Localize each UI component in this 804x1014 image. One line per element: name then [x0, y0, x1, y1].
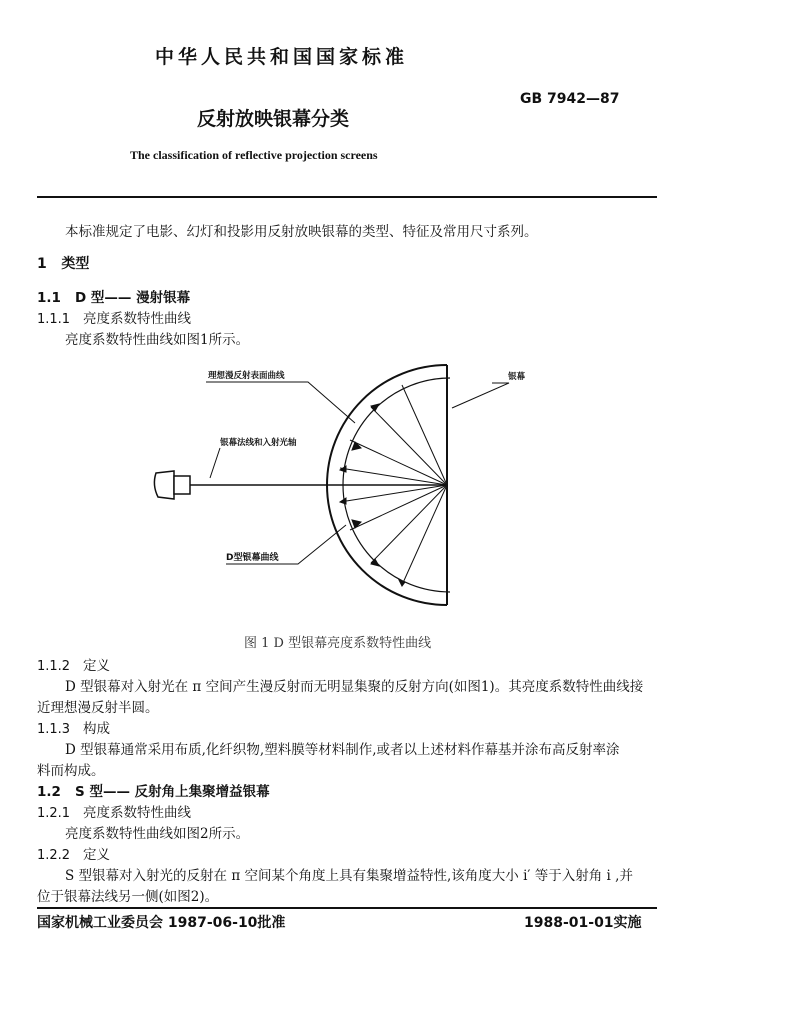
- section-1-1-heading: [37, 286, 190, 306]
- section-1-1-1-heading: [37, 307, 191, 327]
- section-title: 定义: [82, 658, 110, 674]
- section-1-2-1-heading: [37, 801, 191, 821]
- section-1-1-1-text: 亮度系数特性曲线如图1所示。: [65, 332, 250, 348]
- section-number: 1: [37, 256, 47, 272]
- section-1-1-3-line2: 料而构成。: [37, 763, 105, 779]
- section-1-2-2-line1: S 型银幕对入射光的反射在 π 空间某个角度上具有集聚增益特性,该角度大小 i′ 等于入射角 i ,并: [65, 868, 633, 884]
- section-title: D 型—— 漫射银幕: [75, 290, 191, 306]
- standard-org: 中华人民共和国国家标准: [155, 46, 409, 68]
- section-number: 1.2.2: [37, 848, 71, 863]
- section-1-2-1-text: 亮度系数特性曲线如图2所示。: [65, 826, 250, 842]
- section-title: 亮度系数特性曲线: [82, 311, 191, 327]
- section-number: 1.1: [37, 290, 61, 306]
- section-number: 1.1.3: [37, 722, 71, 737]
- section-title: 定义: [82, 847, 110, 863]
- section-1-1-3-heading: [37, 717, 110, 737]
- gb-number: GB 7942—87: [520, 91, 620, 107]
- section-1-1-3-line1: D 型银幕通常采用布质,化纤织物,塑料膜等材料制作,或者以上述材料作幕基并涂布高反射率涂: [65, 742, 620, 758]
- label-d-curve: D型银幕曲线: [226, 553, 279, 563]
- section-number: 1.2.1: [37, 806, 71, 821]
- section-number: 1.1.2: [37, 659, 71, 674]
- header-rule: [37, 196, 657, 198]
- label-screen: 银幕: [508, 372, 526, 382]
- intro-paragraph: 本标准规定了电影、幻灯和投影用反射放映银幕的类型、特征及常用尺寸系列。: [65, 224, 538, 240]
- leader-axis: [210, 448, 220, 478]
- document-title: 反射放映银幕分类: [197, 108, 350, 130]
- section-title: S 型—— 反射角上集聚增益银幕: [75, 784, 270, 800]
- leader-screen: [452, 383, 509, 408]
- footer-rule: [37, 907, 657, 909]
- section-1-2-2-heading: [37, 843, 110, 863]
- section-number: 1.1.1: [37, 312, 71, 327]
- section-1-2-2-line2: 位于银幕法线另一侧(如图2)。: [37, 889, 219, 905]
- section-1-2-heading: [37, 780, 270, 800]
- figure-1-caption: 图 1 D 型银幕亮度系数特性曲线: [244, 636, 432, 651]
- section-title: 构成: [82, 721, 110, 737]
- approval-date: 国家机械工业委员会 1987-06-10批准: [37, 915, 286, 931]
- section-1-1-2-line2: 近理想漫反射半圆。: [37, 700, 159, 716]
- section-title: 类型: [61, 256, 90, 272]
- label-ideal-diffuse: 理想漫反射表面曲线: [208, 371, 285, 381]
- effective-date: 1988-01-01实施: [524, 915, 642, 931]
- section-number: 1.2: [37, 784, 61, 800]
- section-1-1-2-heading: [37, 654, 110, 674]
- leader-ideal: [206, 382, 355, 423]
- section-title: 亮度系数特性曲线: [82, 805, 191, 821]
- label-normal-axis: 银幕法线和入射光轴: [220, 438, 297, 448]
- figure-1-diagram: [140, 360, 550, 620]
- english-title: The classification of reflective projection screens: [130, 148, 378, 162]
- section-1-1-2-line1: D 型银幕对入射光在 π 空间产生漫反射而无明显集聚的反射方向(如图1)。其亮度系数特性曲线接: [65, 679, 644, 695]
- section-1-heading: [37, 253, 89, 273]
- projector-icon: [154, 471, 190, 499]
